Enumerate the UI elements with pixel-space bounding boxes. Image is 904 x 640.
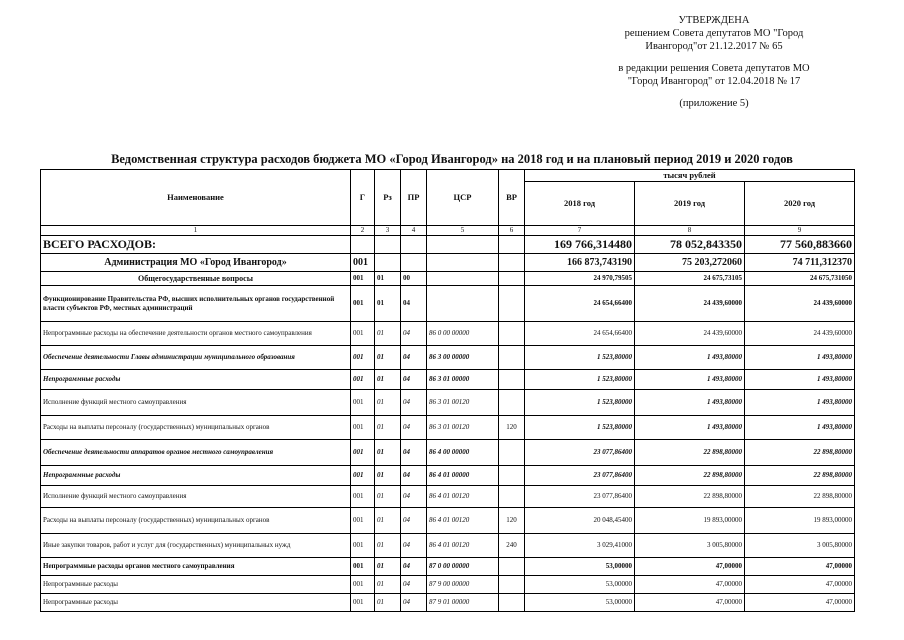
cell-rz	[375, 254, 401, 272]
cell-g	[351, 236, 375, 254]
cell-csr: 86 3 01 00120	[427, 390, 499, 416]
table-row	[41, 236, 855, 254]
cell-v3: 22 898,80000	[745, 466, 855, 486]
cell-g: 001	[351, 416, 375, 440]
cell-rz: 01	[375, 440, 401, 466]
cell-g: 001	[351, 390, 375, 416]
cell-name: Непрограммные расходы	[41, 370, 351, 390]
header-line-decision-date: Ивангород"от 21.12.2017 № 65	[645, 41, 783, 52]
cell-v1: 53,00000	[525, 558, 635, 576]
cell-csr	[427, 286, 499, 322]
cell-pr: 04	[401, 558, 427, 576]
cell-v3: 3 005,80000	[745, 534, 855, 558]
header-line-edition: в редакции решения Совета депутатов МО	[618, 63, 810, 74]
cell-pr: 04	[401, 576, 427, 594]
table-row	[41, 558, 855, 576]
cell-v3: 24 439,60000	[745, 286, 855, 322]
cell-v2: 47,00000	[635, 576, 745, 594]
cell-v2: 1 493,80000	[635, 416, 745, 440]
cell-rz	[375, 236, 401, 254]
cell-pr: 04	[401, 416, 427, 440]
cell-name: Общегосударственные вопросы	[41, 272, 351, 286]
cell-v3: 24 439,60000	[745, 322, 855, 346]
cell-v3: 22 898,80000	[745, 486, 855, 508]
cell-vr	[499, 466, 525, 486]
cell-vr: 120	[499, 508, 525, 534]
table-row	[41, 534, 855, 558]
column-number: 7	[525, 226, 635, 236]
col-2019-header: 2019 год	[635, 182, 745, 226]
cell-csr: 86 3 00 00000	[427, 346, 499, 370]
column-number: 1	[41, 226, 351, 236]
cell-g: 001	[351, 576, 375, 594]
cell-pr: 04	[401, 440, 427, 466]
cell-pr	[401, 254, 427, 272]
cell-pr: 04	[401, 346, 427, 370]
cell-v2: 22 898,80000	[635, 486, 745, 508]
cell-v3: 1 493,80000	[745, 346, 855, 370]
cell-pr: 04	[401, 322, 427, 346]
cell-vr	[499, 286, 525, 322]
col-csr-header: ЦСР	[427, 170, 499, 226]
column-number-row	[41, 226, 855, 236]
cell-name: Непрограммные расходы органов местного самоуправления	[41, 558, 351, 576]
table-row	[41, 594, 855, 612]
cell-pr: 04	[401, 508, 427, 534]
cell-pr	[401, 236, 427, 254]
document-title: Ведомственная структура расходов бюджета МО «Город Ивангород» на 2018 год и на плановый период 2019 и 2020 годов	[111, 152, 793, 166]
table-row	[41, 466, 855, 486]
cell-vr	[499, 594, 525, 612]
cell-rz: 01	[375, 370, 401, 390]
column-number: 2	[351, 226, 375, 236]
cell-v3: 1 493,80000	[745, 370, 855, 390]
cell-pr: 04	[401, 286, 427, 322]
cell-pr: 04	[401, 370, 427, 390]
cell-pr: 04	[401, 466, 427, 486]
cell-csr: 86 4 01 00120	[427, 534, 499, 558]
cell-v2: 24 439,60000	[635, 322, 745, 346]
cell-v1: 23 077,86400	[525, 466, 635, 486]
col-g-header: Г	[351, 170, 375, 226]
cell-name: Исполнение функций местного самоуправления	[41, 390, 351, 416]
cell-name: Обеспечение деятельности аппаратов органов местного самоуправления	[41, 440, 351, 466]
cell-csr: 86 4 01 00120	[427, 486, 499, 508]
cell-g: 001	[351, 272, 375, 286]
cell-rz: 01	[375, 346, 401, 370]
cell-g: 001	[351, 346, 375, 370]
header-line-appendix: (приложение 5)	[679, 98, 749, 109]
col-rz-header: Рз	[375, 170, 401, 226]
cell-v1: 1 523,80000	[525, 346, 635, 370]
cell-rz: 01	[375, 576, 401, 594]
cell-csr: 87 9 01 00000	[427, 594, 499, 612]
cell-v3: 24 675,731050	[745, 272, 855, 286]
cell-vr	[499, 272, 525, 286]
cell-pr: 04	[401, 486, 427, 508]
col-vr-header: ВР	[499, 170, 525, 226]
cell-name: Обеспечение деятельности Главы администрации муниципального образования	[41, 346, 351, 370]
cell-rz: 01	[375, 322, 401, 346]
cell-vr	[499, 254, 525, 272]
cell-vr	[499, 390, 525, 416]
cell-g: 001	[351, 466, 375, 486]
cell-v1: 23 077,86400	[525, 486, 635, 508]
cell-v2: 22 898,80000	[635, 466, 745, 486]
header-line-edition-date: "Город Ивангород" от 12.04.2018 № 17	[627, 76, 801, 87]
table-row	[41, 416, 855, 440]
cell-g: 001	[351, 370, 375, 390]
column-number: 4	[401, 226, 427, 236]
cell-g: 001	[351, 286, 375, 322]
cell-rz: 01	[375, 486, 401, 508]
cell-csr: 87 0 00 00000	[427, 558, 499, 576]
cell-v2: 19 893,00000	[635, 508, 745, 534]
cell-v3: 77 560,883660	[745, 236, 855, 254]
cell-name: Расходы на выплаты персоналу (государственных) муниципальных органов	[41, 508, 351, 534]
cell-rz: 01	[375, 390, 401, 416]
column-number: 9	[745, 226, 855, 236]
cell-g: 001	[351, 558, 375, 576]
cell-vr	[499, 576, 525, 594]
cell-v3: 47,00000	[745, 558, 855, 576]
cell-rz: 01	[375, 558, 401, 576]
cell-csr: 87 9 00 00000	[427, 576, 499, 594]
cell-g: 001	[351, 440, 375, 466]
column-number: 3	[375, 226, 401, 236]
cell-v1: 166 873,743190	[525, 254, 635, 272]
cell-vr	[499, 558, 525, 576]
cell-pr: 04	[401, 390, 427, 416]
table-row	[41, 508, 855, 534]
table-row	[41, 576, 855, 594]
expenditure-table	[40, 169, 855, 612]
cell-pr: 04	[401, 534, 427, 558]
table-row	[41, 322, 855, 346]
cell-csr	[427, 272, 499, 286]
cell-vr	[499, 236, 525, 254]
table-row	[41, 286, 855, 322]
col-2020-header: 2020 год	[745, 182, 855, 226]
cell-v1: 3 029,41000	[525, 534, 635, 558]
cell-g: 001	[351, 322, 375, 346]
cell-rz: 01	[375, 466, 401, 486]
cell-v2: 1 493,80000	[635, 390, 745, 416]
cell-rz: 01	[375, 286, 401, 322]
cell-csr: 86 3 01 00120	[427, 416, 499, 440]
cell-csr	[427, 254, 499, 272]
table-row	[41, 486, 855, 508]
table-row	[41, 272, 855, 286]
table-row	[41, 370, 855, 390]
cell-g: 001	[351, 508, 375, 534]
cell-v1: 1 523,80000	[525, 370, 635, 390]
cell-v1: 24 654,66400	[525, 322, 635, 346]
cell-name: Непрограммные расходы на обеспечение деятельности органов местного самоуправления	[41, 322, 351, 346]
header-line-decision: решением Совета депутатов МО "Город	[624, 28, 804, 39]
cell-rz: 01	[375, 272, 401, 286]
cell-csr: 86 4 01 00000	[427, 466, 499, 486]
cell-vr	[499, 346, 525, 370]
approval-header	[594, 14, 834, 110]
cell-v2: 47,00000	[635, 558, 745, 576]
cell-name: ВСЕГО РАСХОДОВ:	[41, 236, 351, 254]
cell-name: Иные закупки товаров, работ и услуг для (государственных) муниципальных нужд	[41, 534, 351, 558]
cell-v2: 22 898,80000	[635, 440, 745, 466]
cell-name: Администрация МО «Город Ивангород»	[41, 254, 351, 272]
unit-header: тысяч рублей	[525, 170, 855, 182]
cell-v2: 75 203,272060	[635, 254, 745, 272]
cell-vr	[499, 440, 525, 466]
table-row	[41, 440, 855, 466]
cell-v1: 24 654,66400	[525, 286, 635, 322]
cell-v3: 74 711,312370	[745, 254, 855, 272]
cell-vr: 120	[499, 416, 525, 440]
cell-csr: 86 3 01 00000	[427, 370, 499, 390]
cell-name: Непрограммные расходы	[41, 594, 351, 612]
column-number: 5	[427, 226, 499, 236]
cell-v2: 1 493,80000	[635, 346, 745, 370]
column-number: 8	[635, 226, 745, 236]
col-2018-header: 2018 год	[525, 182, 635, 226]
cell-rz: 01	[375, 594, 401, 612]
cell-csr: 86 4 00 00000	[427, 440, 499, 466]
cell-v1: 53,00000	[525, 594, 635, 612]
cell-v1: 23 077,86400	[525, 440, 635, 466]
cell-v3: 22 898,80000	[745, 440, 855, 466]
cell-csr	[427, 236, 499, 254]
cell-rz: 01	[375, 508, 401, 534]
cell-name: Непрограммные расходы	[41, 466, 351, 486]
table-row	[41, 254, 855, 272]
cell-name: Расходы на выплаты персоналу (государственных) муниципальных органов	[41, 416, 351, 440]
cell-csr: 86 0 00 00000	[427, 322, 499, 346]
cell-name: Непрограммные расходы	[41, 576, 351, 594]
cell-name: Исполнение функций местного самоуправления	[41, 486, 351, 508]
cell-g: 001	[351, 534, 375, 558]
cell-g: 001	[351, 594, 375, 612]
column-number: 6	[499, 226, 525, 236]
table-row	[41, 346, 855, 370]
cell-v3: 1 493,80000	[745, 416, 855, 440]
cell-vr: 240	[499, 534, 525, 558]
cell-v2: 78 052,843350	[635, 236, 745, 254]
header-line-approved: УТВЕРЖДЕНА	[678, 15, 750, 26]
cell-v3: 1 493,80000	[745, 390, 855, 416]
cell-name: Функционирование Правительства РФ, высших исполнительных органов государственной власти субъектов РФ, местных администраций	[41, 286, 351, 322]
cell-rz: 01	[375, 416, 401, 440]
cell-v2: 1 493,80000	[635, 370, 745, 390]
cell-vr	[499, 486, 525, 508]
cell-pr: 04	[401, 594, 427, 612]
cell-rz: 01	[375, 534, 401, 558]
cell-v1: 24 970,79505	[525, 272, 635, 286]
cell-csr: 86 4 01 00120	[427, 508, 499, 534]
cell-vr	[499, 322, 525, 346]
cell-v1: 1 523,80000	[525, 416, 635, 440]
cell-v1: 1 523,80000	[525, 390, 635, 416]
cell-v2: 3 005,80000	[635, 534, 745, 558]
cell-v3: 47,00000	[745, 576, 855, 594]
cell-v2: 24 675,73105	[635, 272, 745, 286]
col-name-header: Наименование	[41, 170, 351, 226]
cell-v1: 20 048,45400	[525, 508, 635, 534]
cell-v3: 19 893,00000	[745, 508, 855, 534]
cell-g: 001	[351, 486, 375, 508]
cell-v1: 169 766,314480	[525, 236, 635, 254]
cell-pr: 00	[401, 272, 427, 286]
cell-v1: 53,00000	[525, 576, 635, 594]
cell-v2: 47,00000	[635, 594, 745, 612]
table-row	[41, 390, 855, 416]
cell-vr	[499, 370, 525, 390]
cell-v3: 47,00000	[745, 594, 855, 612]
col-pr-header: ПР	[401, 170, 427, 226]
cell-v2: 24 439,60000	[635, 286, 745, 322]
cell-g: 001	[351, 254, 375, 272]
